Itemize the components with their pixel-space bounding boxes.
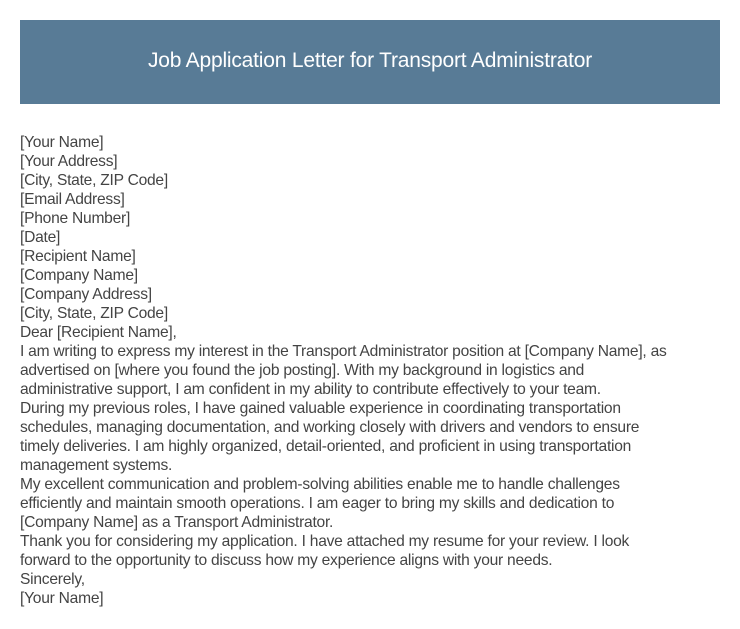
- letter-date: [Date]: [20, 229, 61, 246]
- paragraph-line: My excellent communication and problem-solving abilities enable me to handle challenges: [20, 476, 620, 493]
- sender-city-state-zip: [City, State, ZIP Code]: [20, 172, 168, 189]
- recipient-company-address: [Company Address]: [20, 286, 152, 303]
- signature: [Your Name]: [20, 590, 104, 607]
- paragraph-line: I am writing to express my interest in the Transport Administrator position at [Company Name], as: [20, 343, 667, 360]
- sender-email: [Email Address]: [20, 191, 125, 208]
- letter-body: [20, 133, 725, 608]
- recipient-name: [Recipient Name]: [20, 248, 136, 265]
- paragraph-skills: [20, 475, 725, 532]
- paragraph-line: timely deliveries. I am highly organized, detail-oriented, and proficient in using transportation: [20, 438, 632, 455]
- paragraph-experience: [20, 399, 725, 475]
- paragraph-line: Thank you for considering my application. I have attached my resume for your review. I look: [20, 533, 630, 550]
- recipient-block: [20, 247, 725, 323]
- sender-name: [Your Name]: [20, 134, 104, 151]
- recipient-city-state-zip: [City, State, ZIP Code]: [20, 305, 168, 322]
- salutation: Dear [Recipient Name],: [20, 324, 177, 341]
- sender-block: [20, 133, 725, 247]
- sender-address: [Your Address]: [20, 153, 118, 170]
- paragraph-line: During my previous roles, I have gained valuable experience in coordinating transportation: [20, 400, 621, 417]
- paragraph-thanks: [20, 532, 725, 570]
- paragraph-line: efficiently and maintain smooth operations. I am eager to bring my skills and dedication to: [20, 495, 615, 512]
- sender-phone: [Phone Number]: [20, 210, 131, 227]
- recipient-company: [Company Name]: [20, 267, 138, 284]
- paragraph-line: schedules, managing documentation, and working closely with drivers and vendors to ensure: [20, 419, 640, 436]
- paragraph-intro: [20, 342, 725, 399]
- page-header: [20, 20, 720, 104]
- paragraph-line: forward to the opportunity to discuss how my experience aligns with your needs.: [20, 552, 553, 569]
- paragraph-line: [Company Name] as a Transport Administrator.: [20, 514, 334, 531]
- paragraph-line: advertised on [where you found the job posting]. With my background in logistics and: [20, 362, 585, 379]
- closing: Sincerely,: [20, 571, 85, 588]
- page-title: Job Application Letter for Transport Administrator: [147, 49, 593, 72]
- paragraph-line: administrative support, I am confident in my ability to contribute effectively to your team.: [20, 381, 601, 398]
- paragraph-line: management systems.: [20, 457, 173, 474]
